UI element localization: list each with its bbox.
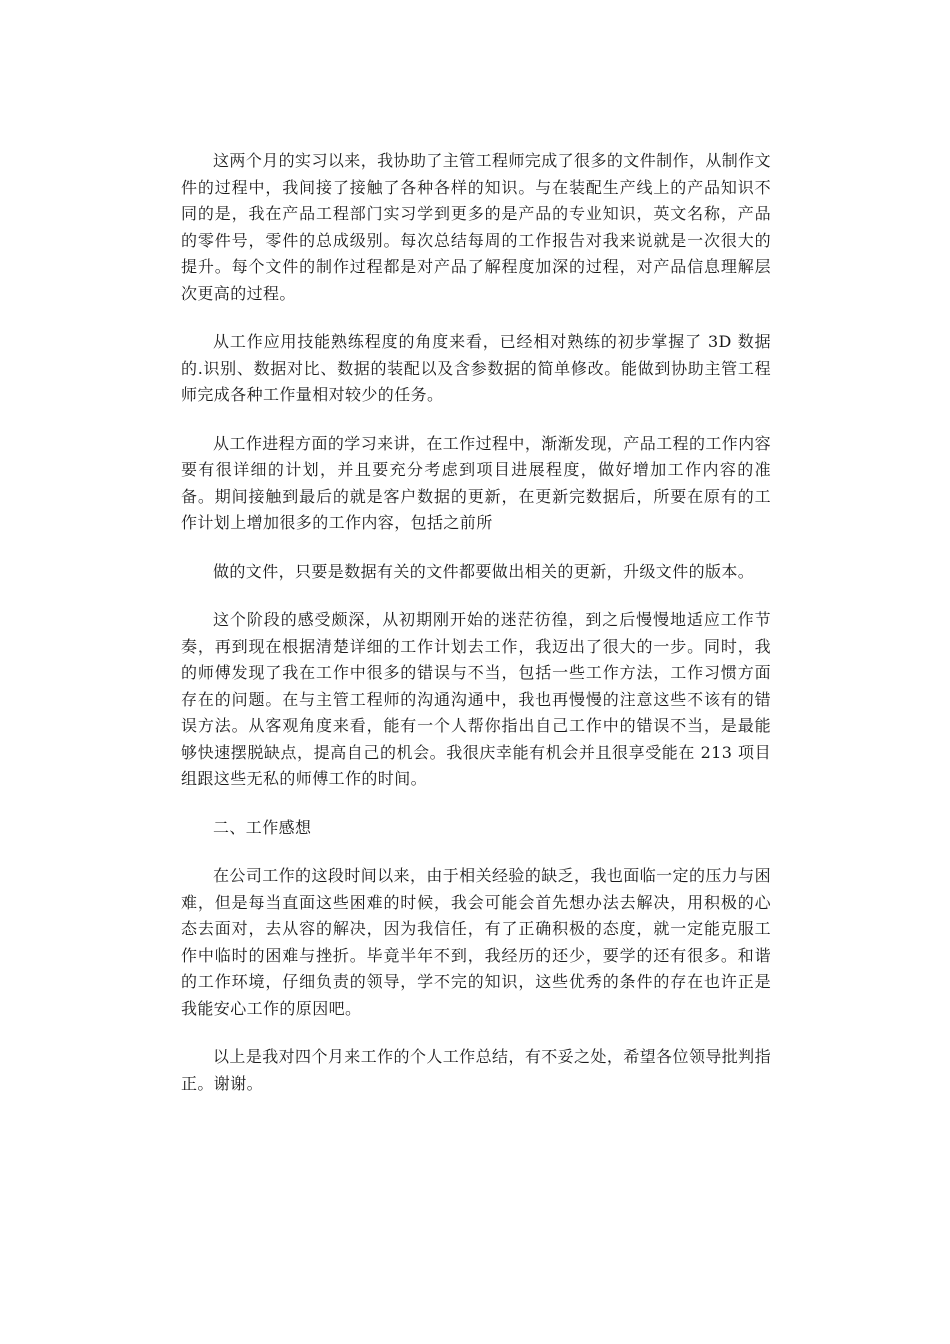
document-body — [181, 148, 771, 1119]
paragraph-work-progress: 从工作进程方面的学习来讲，在工作过程中，渐渐发现，产品工程的工作内容要有很详细的计划，并且要充分考虑到项目进展程度，做好增加工作内容的准备。期间接触到最后的就是客户数据的更新，在更新完数据后，所要在原有的工作计划上增加很多的工作内容，包括之前所 — [181, 433, 771, 532]
section-heading: 二、工作感想 — [213, 817, 312, 837]
paragraph-internship-documents: 这两个月的实习以来，我协助了主管工程师完成了很多的文件制作，从制作文件的过程中，我间接了接触了各种各样的知识。与在装配生产线上的产品知识不同的是，我在产品工程部门实习学到更多的是产品的专业知识，英文名称，产品的零件号，零件的总成级别。每次总结每周的工作报告对我来说就是一次很大的提升。每个文件的制作过程都是对产品了解程度加深的过程，对产品信息理解层次更高的过程。 — [181, 151, 771, 303]
paragraph-file-updates: 做的文件，只要是数据有关的文件都要做出相关的更新，升级文件的版本。 — [213, 561, 755, 581]
paragraph-work-thoughts: 在公司工作的这段时间以来，由于相关经验的缺乏，我也面临一定的压力与困难，但是每当直面这些困难的时候，我会可能会首先想办法去解决，用积极的心态去面对，去从容的解决，因为我信任，有了正确积极的态度，就一定能克服工作中临时的困难与挫折。毕竟半年不到，我经历的还少，要学的还有很多。和谐的工作环境，仔细负责的领导，学不完的知识，这些优秀的条件的存在也许正是我能安心工作的原因吧。 — [181, 866, 771, 1018]
paragraph-conclusion: 以上是我对四个月来工作的个人工作总结，有不妥之处，希望各位领导批判指正。谢谢。 — [181, 1047, 771, 1093]
paragraph-stage-reflection: 这个阶段的感受颇深，从初期刚开始的迷茫彷徨，到之后慢慢地适应工作节奏，再到现在根据清楚详细的工作计划去工作，我迈出了很大的一步。同时，我的师傅发现了我在工作中很多的错误与不当，包括一些工作方法，工作习惯方面存在的问题。在与主管工程师的沟通沟通中，我也再慢慢的注意这些不该有的错误方法。从客观角度来看，能有一个人帮你指出自己工作中的错误不当，是最能够快速摆脱缺点，提高自己的机会。我很庆幸能有机会并且很享受能在 213 项目组跟这些无私的师傅工作的时间。 — [181, 610, 771, 788]
paragraph-work-skills: 从工作应用技能熟练程度的角度来看，已经相对熟练的初步掌握了 3D 数据的.识别、数据对比、数据的装配以及含参数据的简单修改。能做到协助主管工程师完成各种工作量相对较少的任务。 — [181, 332, 771, 404]
